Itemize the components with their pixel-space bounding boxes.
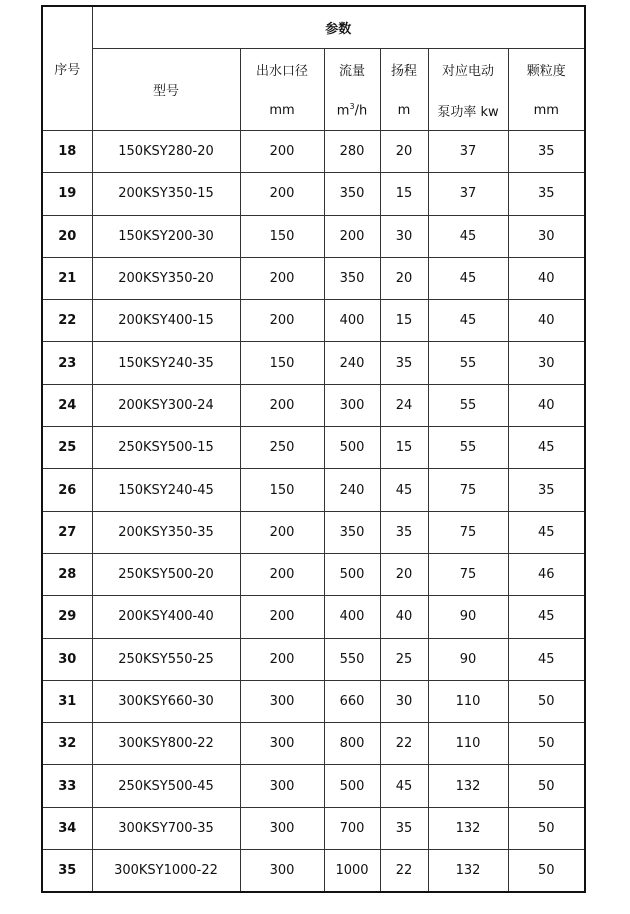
cell-particle: 35 <box>508 173 585 215</box>
cell-model: 300KSY660-30 <box>92 680 240 722</box>
cell-seq: 21 <box>42 257 92 299</box>
cell-power: 37 <box>428 173 508 215</box>
table-row <box>42 173 585 215</box>
cell-power: 110 <box>428 680 508 722</box>
cell-seq: 18 <box>42 131 92 173</box>
cell-power: 55 <box>428 427 508 469</box>
cell-model: 300KSY700-35 <box>92 807 240 849</box>
cell-outlet: 150 <box>240 215 324 257</box>
header-particle-unit: mm <box>508 90 585 131</box>
cell-flow: 240 <box>324 342 380 384</box>
cell-head: 20 <box>380 257 428 299</box>
cell-power: 45 <box>428 257 508 299</box>
cell-outlet: 200 <box>240 131 324 173</box>
table-row <box>42 215 585 257</box>
cell-flow: 550 <box>324 638 380 680</box>
cell-head: 30 <box>380 680 428 722</box>
cell-head: 45 <box>380 469 428 511</box>
cell-model: 150KSY240-45 <box>92 469 240 511</box>
cell-head: 35 <box>380 511 428 553</box>
cell-particle: 50 <box>508 850 585 893</box>
cell-model: 150KSY240-35 <box>92 342 240 384</box>
cell-flow: 200 <box>324 215 380 257</box>
cell-model: 200KSY350-15 <box>92 173 240 215</box>
table-row <box>42 427 585 469</box>
cell-head: 15 <box>380 427 428 469</box>
cell-seq: 35 <box>42 850 92 893</box>
cell-power: 55 <box>428 384 508 426</box>
cell-outlet: 300 <box>240 680 324 722</box>
cell-power: 110 <box>428 723 508 765</box>
cell-head: 35 <box>380 342 428 384</box>
cell-flow: 500 <box>324 765 380 807</box>
cell-power: 132 <box>428 765 508 807</box>
cell-particle: 35 <box>508 469 585 511</box>
cell-head: 15 <box>380 300 428 342</box>
cell-model: 250KSY500-45 <box>92 765 240 807</box>
table-row <box>42 680 585 722</box>
cell-outlet: 300 <box>240 765 324 807</box>
cell-flow: 280 <box>324 131 380 173</box>
cell-flow: 400 <box>324 596 380 638</box>
cell-seq: 29 <box>42 596 92 638</box>
cell-particle: 40 <box>508 384 585 426</box>
cell-outlet: 250 <box>240 427 324 469</box>
cell-flow: 500 <box>324 427 380 469</box>
cell-outlet: 300 <box>240 723 324 765</box>
cell-model: 200KSY400-15 <box>92 300 240 342</box>
cell-model: 200KSY350-20 <box>92 257 240 299</box>
table-row <box>42 300 585 342</box>
cell-seq: 20 <box>42 215 92 257</box>
cell-head: 25 <box>380 638 428 680</box>
cell-model: 200KSY300-24 <box>92 384 240 426</box>
cell-seq: 31 <box>42 680 92 722</box>
cell-outlet: 300 <box>240 807 324 849</box>
cell-flow: 350 <box>324 257 380 299</box>
table-row <box>42 596 585 638</box>
cell-flow: 400 <box>324 300 380 342</box>
cell-head: 22 <box>380 850 428 893</box>
cell-outlet: 200 <box>240 596 324 638</box>
cell-outlet: 200 <box>240 300 324 342</box>
cell-head: 24 <box>380 384 428 426</box>
cell-model: 200KSY350-35 <box>92 511 240 553</box>
cell-seq: 27 <box>42 511 92 553</box>
header-power-label2: 泵功率 kw <box>428 90 508 131</box>
cell-model: 250KSY500-20 <box>92 553 240 595</box>
cell-outlet: 200 <box>240 638 324 680</box>
header-model: 型号 <box>92 49 240 131</box>
cell-head: 45 <box>380 765 428 807</box>
cell-particle: 45 <box>508 511 585 553</box>
cell-flow: 800 <box>324 723 380 765</box>
cell-particle: 50 <box>508 680 585 722</box>
cell-outlet: 200 <box>240 511 324 553</box>
cell-outlet: 150 <box>240 342 324 384</box>
cell-outlet: 200 <box>240 173 324 215</box>
cell-outlet: 200 <box>240 553 324 595</box>
cell-head: 22 <box>380 723 428 765</box>
cell-seq: 24 <box>42 384 92 426</box>
cell-flow: 700 <box>324 807 380 849</box>
table-row <box>42 342 585 384</box>
cell-particle: 45 <box>508 596 585 638</box>
table-row <box>42 511 585 553</box>
header-outlet-label: 出水口径 <box>240 49 324 91</box>
table-row <box>42 384 585 426</box>
cell-model: 150KSY200-30 <box>92 215 240 257</box>
cell-seq: 30 <box>42 638 92 680</box>
header-outlet-unit: mm <box>240 90 324 131</box>
cell-power: 55 <box>428 342 508 384</box>
table-row <box>42 638 585 680</box>
header-power-label: 对应电动 <box>428 49 508 91</box>
cell-particle: 40 <box>508 300 585 342</box>
cell-outlet: 200 <box>240 384 324 426</box>
header-seq: 序号 <box>42 6 92 131</box>
cell-flow: 300 <box>324 384 380 426</box>
cell-seq: 23 <box>42 342 92 384</box>
cell-flow: 240 <box>324 469 380 511</box>
cell-power: 75 <box>428 553 508 595</box>
cell-seq: 34 <box>42 807 92 849</box>
cell-power: 132 <box>428 850 508 893</box>
cell-seq: 32 <box>42 723 92 765</box>
cell-flow: 350 <box>324 173 380 215</box>
cell-power: 90 <box>428 596 508 638</box>
cell-power: 75 <box>428 511 508 553</box>
cell-model: 250KSY500-15 <box>92 427 240 469</box>
cell-outlet: 300 <box>240 850 324 893</box>
cell-seq: 25 <box>42 427 92 469</box>
cell-outlet: 150 <box>240 469 324 511</box>
cell-particle: 50 <box>508 723 585 765</box>
cell-particle: 30 <box>508 342 585 384</box>
header-head-label: 扬程 <box>380 49 428 91</box>
cell-seq: 26 <box>42 469 92 511</box>
cell-seq: 22 <box>42 300 92 342</box>
cell-power: 132 <box>428 807 508 849</box>
cell-seq: 33 <box>42 765 92 807</box>
cell-head: 40 <box>380 596 428 638</box>
cell-particle: 35 <box>508 131 585 173</box>
cell-model: 200KSY400-40 <box>92 596 240 638</box>
cell-head: 35 <box>380 807 428 849</box>
table-row <box>42 257 585 299</box>
cell-head: 20 <box>380 553 428 595</box>
cell-power: 45 <box>428 300 508 342</box>
pump-spec-table <box>41 5 586 893</box>
cell-particle: 40 <box>508 257 585 299</box>
cell-head: 20 <box>380 131 428 173</box>
table-row <box>42 765 585 807</box>
header-params: 参数 <box>92 6 585 49</box>
cell-power: 37 <box>428 131 508 173</box>
cell-particle: 45 <box>508 638 585 680</box>
cell-particle: 30 <box>508 215 585 257</box>
cell-flow: 1000 <box>324 850 380 893</box>
cell-particle: 50 <box>508 807 585 849</box>
cell-head: 30 <box>380 215 428 257</box>
cell-model: 150KSY280-20 <box>92 131 240 173</box>
cell-seq: 28 <box>42 553 92 595</box>
table-row <box>42 807 585 849</box>
cell-flow: 660 <box>324 680 380 722</box>
cell-power: 90 <box>428 638 508 680</box>
table-row <box>42 723 585 765</box>
cell-particle: 50 <box>508 765 585 807</box>
cell-particle: 46 <box>508 553 585 595</box>
cell-head: 15 <box>380 173 428 215</box>
header-flow-label: 流量 <box>324 49 380 91</box>
table-row <box>42 850 585 893</box>
cell-model: 250KSY550-25 <box>92 638 240 680</box>
cell-outlet: 200 <box>240 257 324 299</box>
table-row <box>42 553 585 595</box>
cell-flow: 350 <box>324 511 380 553</box>
header-head-unit: m <box>380 90 428 131</box>
header-flow-unit: $m^3/h$ <box>324 90 380 131</box>
table-row <box>42 469 585 511</box>
cell-power: 45 <box>428 215 508 257</box>
cell-power: 75 <box>428 469 508 511</box>
table-row <box>42 131 585 173</box>
cell-particle: 45 <box>508 427 585 469</box>
header-particle-label: 颗粒度 <box>508 49 585 91</box>
cell-model: 300KSY1000-22 <box>92 850 240 893</box>
cell-model: 300KSY800-22 <box>92 723 240 765</box>
cell-seq: 19 <box>42 173 92 215</box>
cell-flow: 500 <box>324 553 380 595</box>
